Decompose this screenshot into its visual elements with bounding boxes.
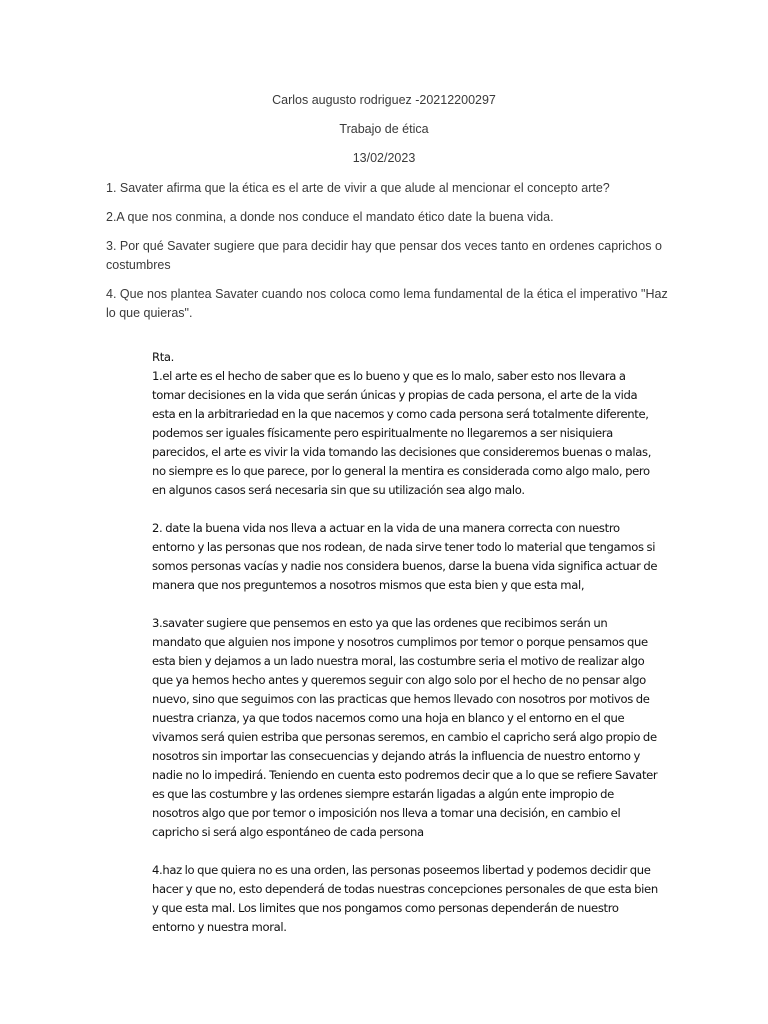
question-4: 4. Que nos plantea Savater cuando nos coloca como lema fundamental de la ética el imperativo "Haz lo que quieras". <box>106 287 668 320</box>
question-2: 2.A que nos conmina, a donde nos conduce el mandato ético date la buena vida. <box>106 210 554 224</box>
questions-list <box>106 179 668 333</box>
answer-3: 3.savater sugiere que pensemos en esto ya que las ordenes que recibimos serán un mandato que alguien nos impone y nosotros cumplimos por temor o porque pensamos que esta bien y dejamos a un lado nuestra moral, las costumbre seria el motivo de realizar algo que ya hemos hecho antes y queremos seguir con algo solo por el hecho de no pensar algo nuevo, sino que seguimos con las practicas que hemos llevado con nosotros por motivos de nuestra crianza, ya que todos nacemos como una hoja en blanco y el entorno en el que vivamos será quien estriba que personas seremos, en cambio el capricho será algo propio de nosotros sin importar las consecuencias y dejando atrás la influencia de nuestro entorno y nadie no lo impedirá. Teniendo en cuenta esto podremos decir que a lo que se refiere Savater es que las costumbre y las ordenes siempre estarán ligadas a algún ente impropio de nosotros algo que por temor o imposición nos lleva a tomar una decisión, en cambio el capricho si será algo espontáneo de cada persona <box>152 616 658 839</box>
answer-4: 4.haz lo que quiera no es una orden, las personas poseemos libertad y podemos decidir que hacer y que no, esto dependerá de todas nuestras concepciones personales de que esta bien y que esta mal. Los limites que nos pongamos como personas dependerán de nuestro entorno y nuestra moral. <box>152 863 658 934</box>
answer-1: 1.el arte es el hecho de saber que es lo bueno y que es lo malo, saber esto nos llevara a tomar decisiones en la vida que serán únicas y propias de cada persona, el arte de la vida esta en la arbitrariedad en la que nacemos y como cada persona será totalmente diferente, podemos ser iguales físicamente pero espiritualmente no llegaremos a ser nisiquiera parecidos, el arte es vivir la vida tomando las decisiones que consideremos buenas o malas, no siempre es lo que parece, por lo general la mentira es considerada como algo malo, pero en algunos casos será necesaria sin que su utilización sea algo malo. <box>152 369 652 497</box>
author-line: Carlos augusto rodriguez -20212200297 <box>272 93 496 107</box>
document-date: 13/02/2023 <box>352 151 416 165</box>
answer-2: 2. date la buena vida nos lleva a actuar en la vida de una manera correcta con nuestro entorno y las personas que nos rodean, de nada sirve tener todo lo material que tengamos si somos personas vacías y nadie nos considera buenos, darse la buena vida significa actuar de manera que nos preguntemos a nosotros mismos que esta bien y que esta mal, <box>152 521 658 592</box>
question-3: 3. Por qué Savater sugiere que para decidir hay que pensar dos veces tanto en ordenes caprichos o costumbres <box>106 239 662 272</box>
document-title: Trabajo de ética <box>339 122 429 136</box>
question-1: 1. Savater afirma que la ética es el arte de vivir a que alude al mencionar el concepto arte? <box>106 181 610 195</box>
answers-label: Rta. <box>152 350 174 364</box>
answers-section <box>152 348 658 956</box>
